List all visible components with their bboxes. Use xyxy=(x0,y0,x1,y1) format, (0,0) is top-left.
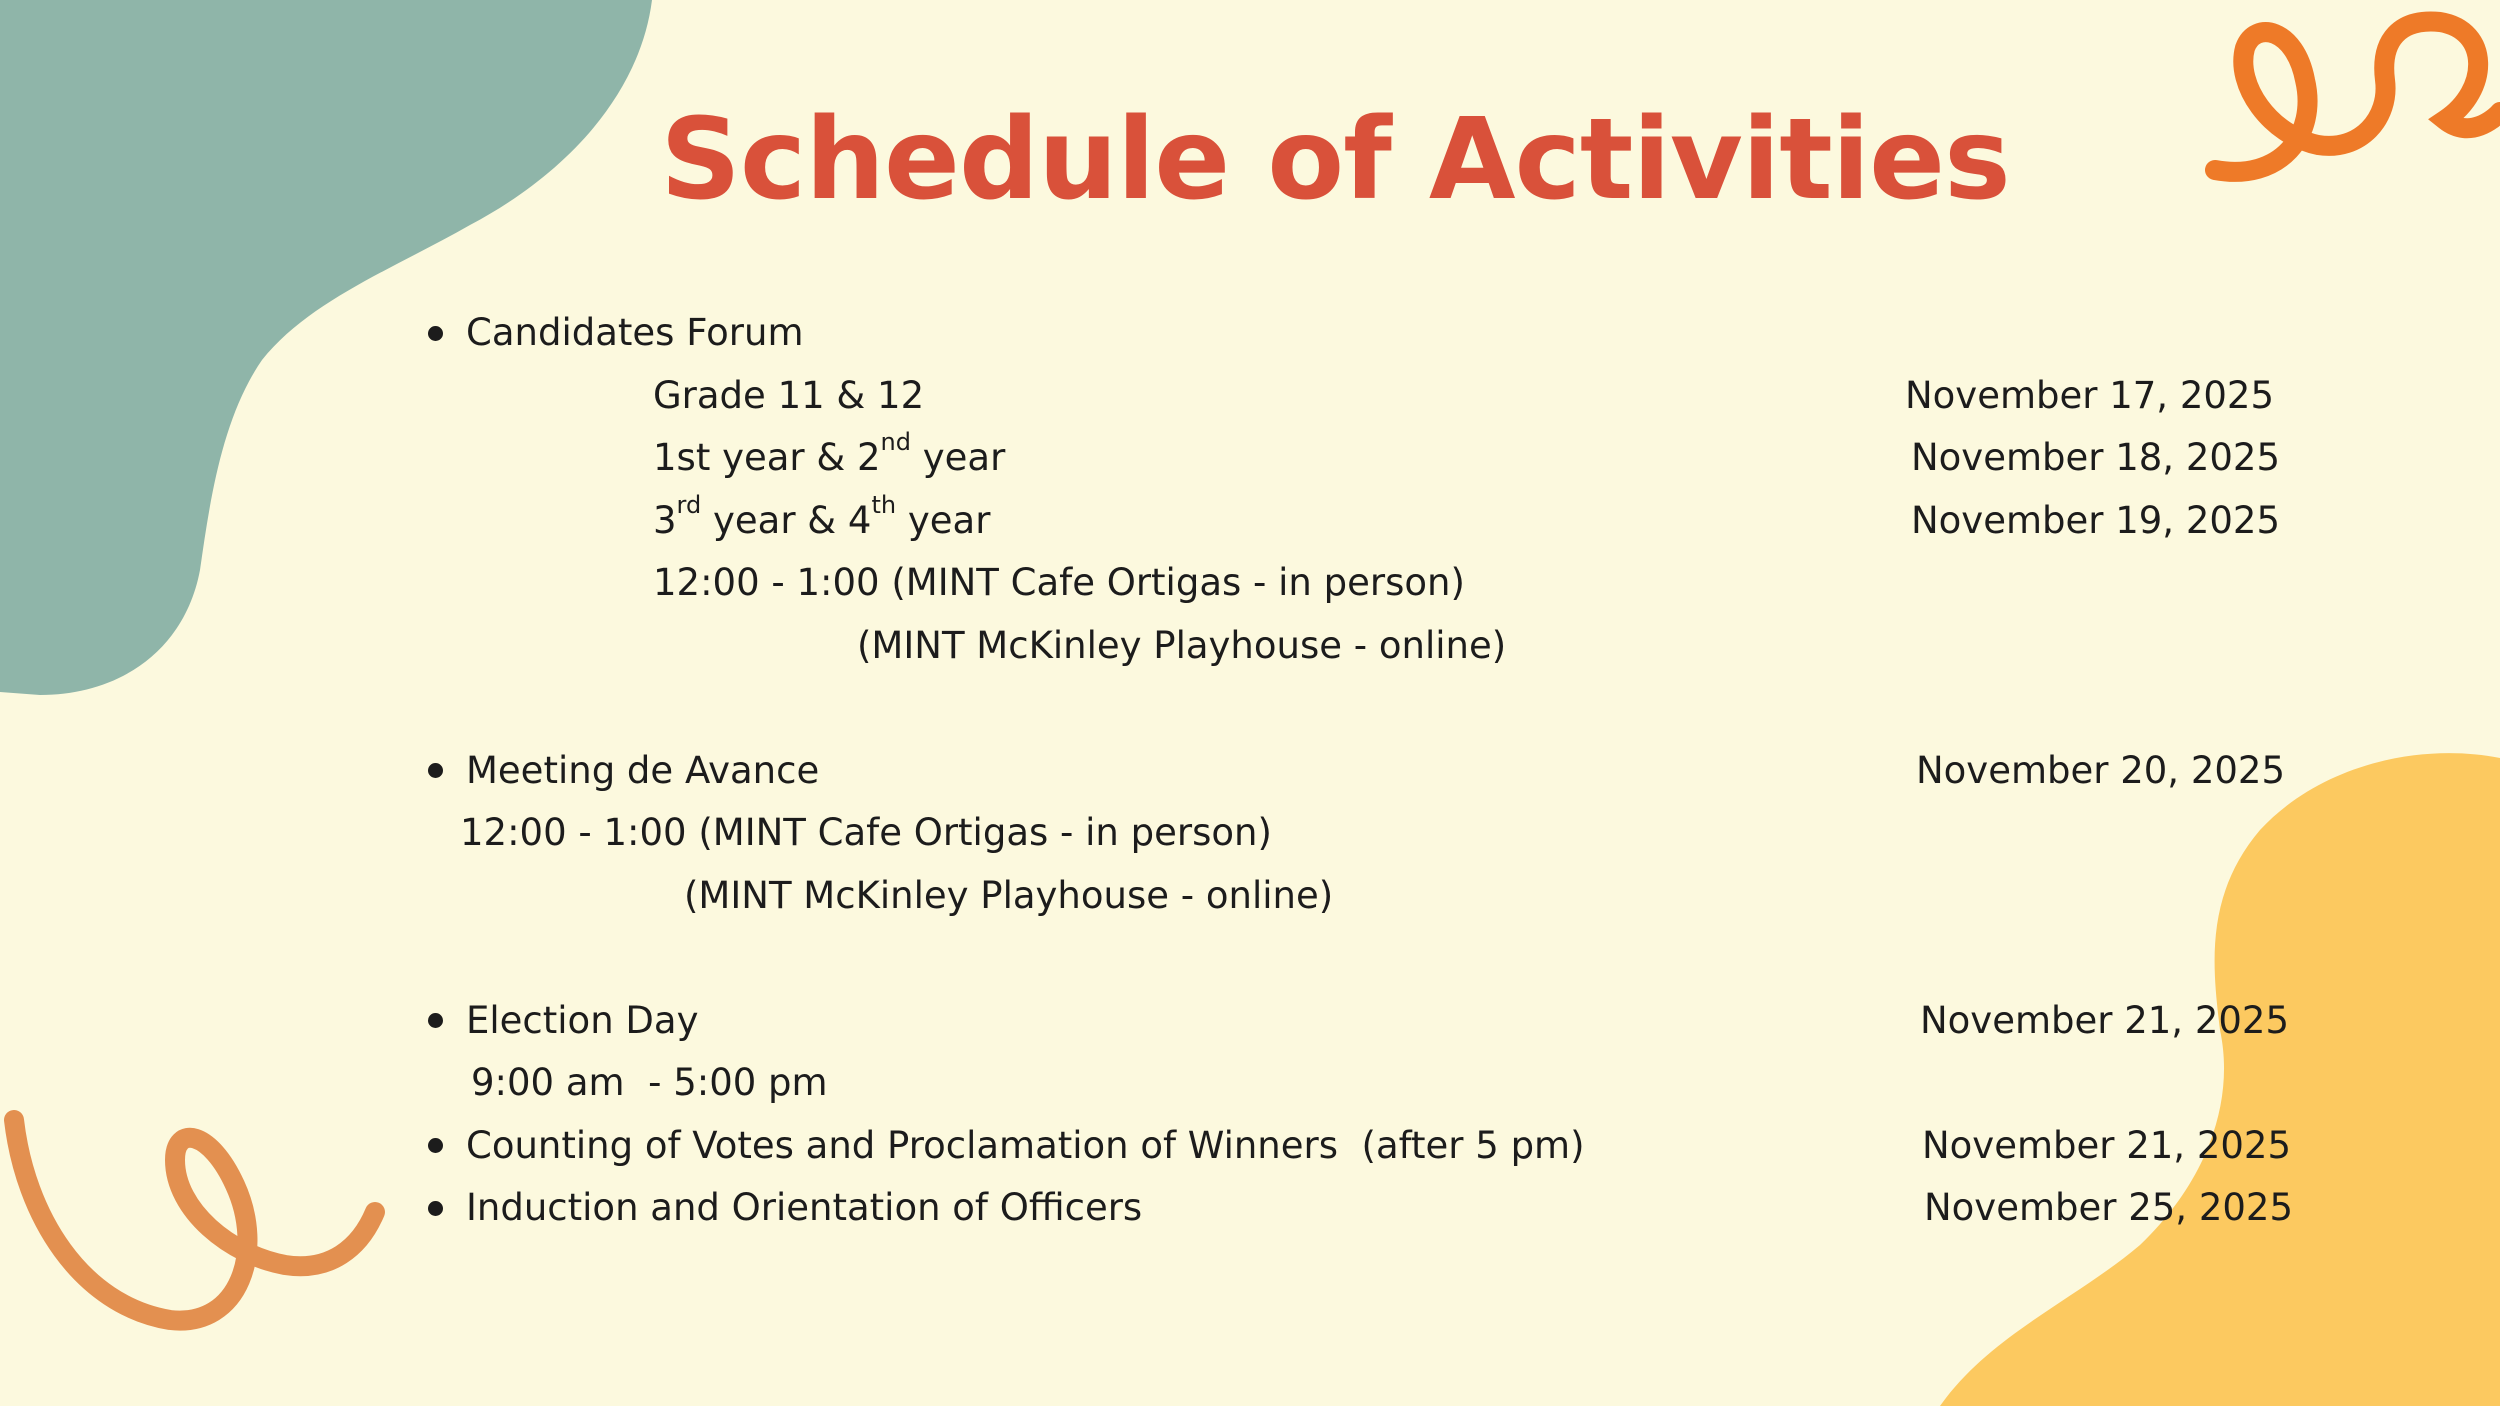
meeting-de-avance-label: Meeting de Avance xyxy=(466,749,820,792)
first-second-year-date: November 18, 2025 xyxy=(1910,436,2280,479)
bullet-candidates-forum xyxy=(428,326,443,341)
election-day-label: Election Day xyxy=(466,999,699,1042)
counting-of-votes-label: Counting of Votes and Proclamation of Winners (after 5 pm) xyxy=(466,1124,1585,1167)
meeting-de-avance-date: November 20, 2025 xyxy=(1915,749,2285,792)
bullet-induction xyxy=(428,1201,443,1216)
meeting-de-avance-time-in-person: 12:00 - 1:00 (MINT Cafe Ortigas - in person) xyxy=(460,811,1272,854)
candidates-forum-label: Candidates Forum xyxy=(466,311,804,354)
meeting-de-avance-online: (MINT McKinley Playhouse - online) xyxy=(684,874,1334,917)
counting-of-votes-date: November 21, 2025 xyxy=(1921,1124,2291,1167)
induction-label: Induction and Orientation of Officers xyxy=(466,1186,1143,1229)
page-title: Schedule of Activities xyxy=(660,95,2010,225)
induction-date: November 25, 2025 xyxy=(1923,1186,2293,1229)
candidates-forum-online: (MINT McKinley Playhouse - online) xyxy=(857,624,1507,667)
election-day-date: November 21, 2025 xyxy=(1919,999,2289,1042)
grade-11-12-label: Grade 11 & 12 xyxy=(653,374,925,417)
grade-11-12-date: November 17, 2025 xyxy=(1904,374,2274,417)
third-fourth-year-label: 3rd year & 4th year xyxy=(653,491,991,542)
election-day-time: 9:00 am - 5:00 pm xyxy=(471,1061,828,1104)
first-second-year-label: 1st year & 2nd year xyxy=(653,428,1006,479)
third-fourth-year-date: November 19, 2025 xyxy=(1910,499,2280,542)
bullet-election-day xyxy=(428,1013,443,1028)
bullet-counting-of-votes xyxy=(428,1138,443,1153)
candidates-forum-time-in-person: 12:00 - 1:00 (MINT Cafe Ortigas - in person) xyxy=(653,561,1465,604)
bullet-meeting-de-avance xyxy=(428,763,443,778)
